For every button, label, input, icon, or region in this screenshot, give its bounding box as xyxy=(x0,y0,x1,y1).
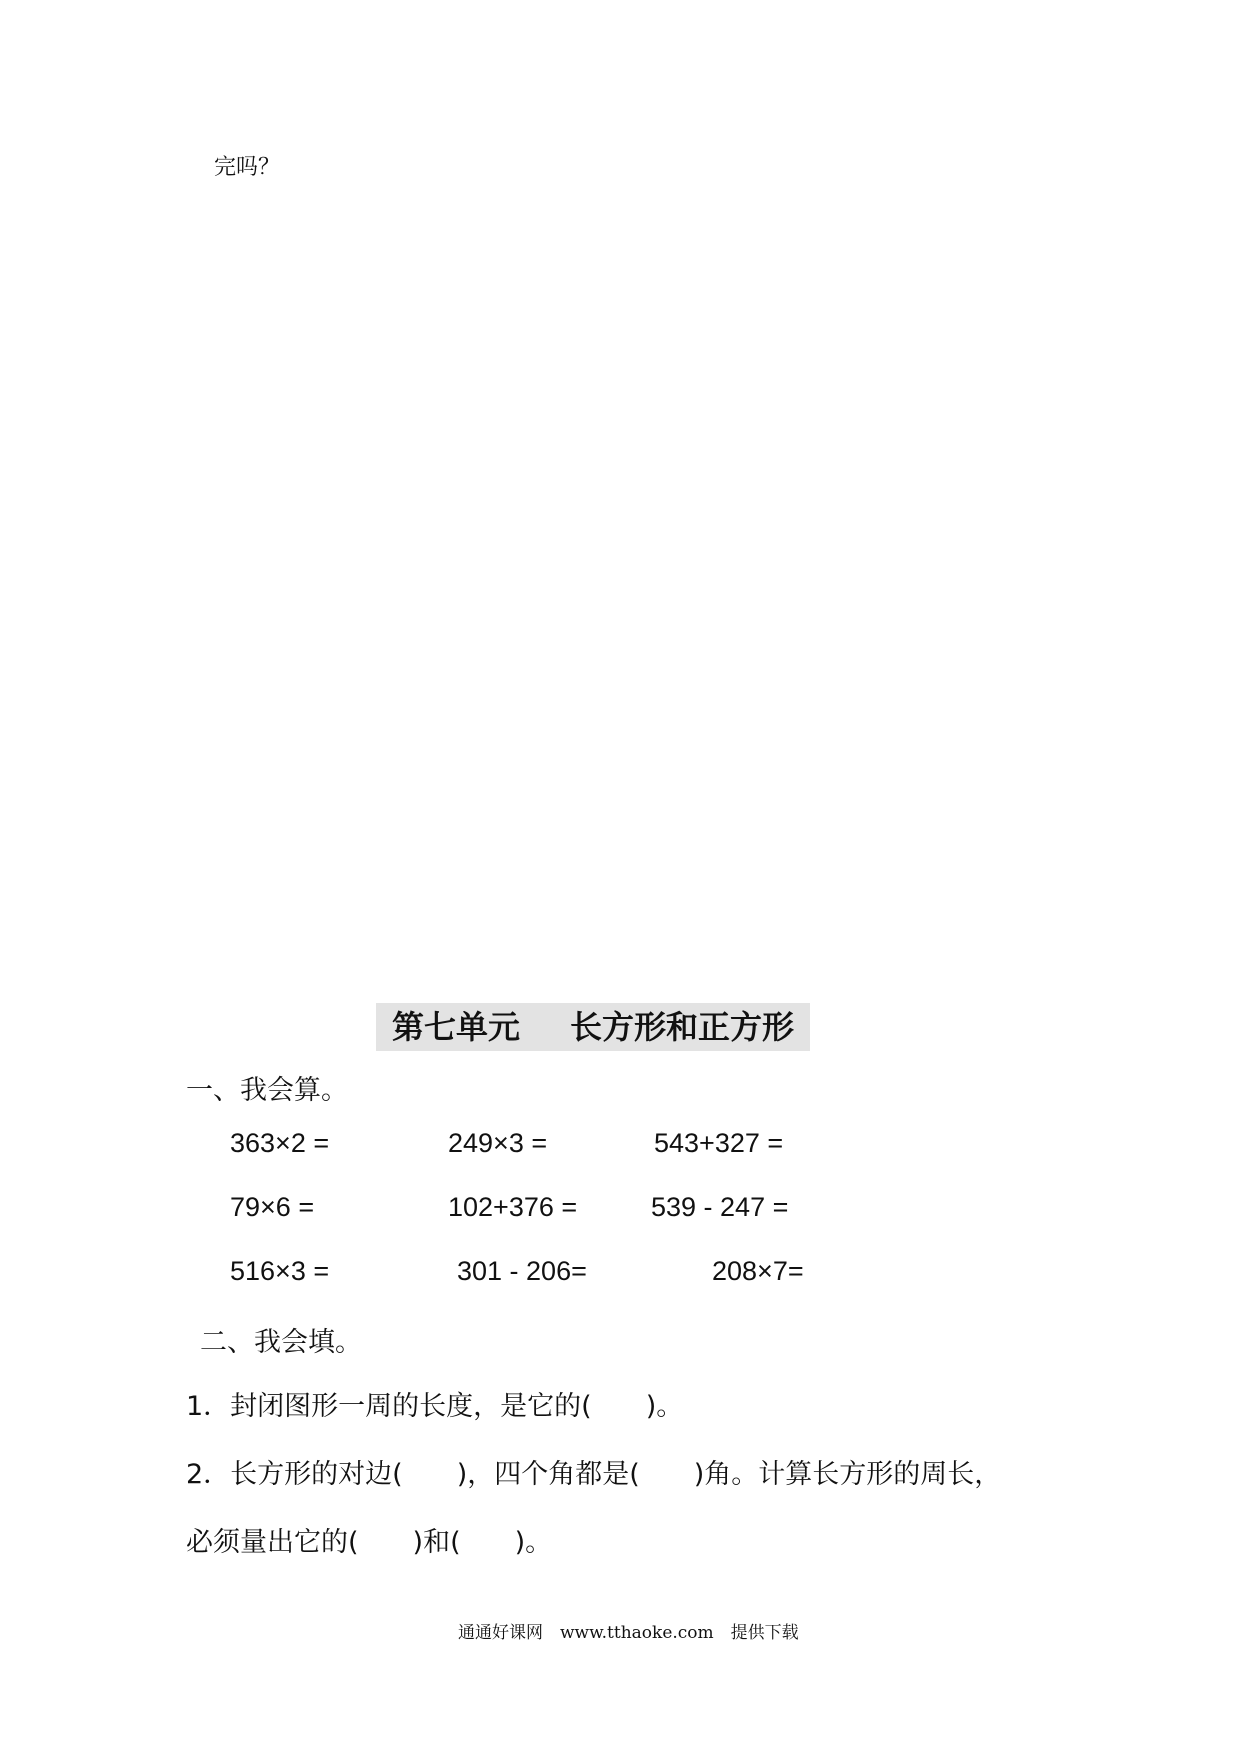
unit-title xyxy=(376,1003,810,1051)
unit-number: 第七单元 xyxy=(392,1008,521,1046)
calc-item: 102+376 = xyxy=(448,1192,578,1222)
calc-item: 516×3 = xyxy=(230,1256,330,1286)
unit-topic: 长方形和正方形 xyxy=(570,1008,795,1046)
top-text-fragment: 完吗？ xyxy=(214,155,281,180)
section1-heading: 一、我会算。 xyxy=(186,1075,348,1106)
fill-question-1: 1．封闭图形一周的长度，是它的( )。 xyxy=(186,1391,684,1422)
calc-item: 363×2 = xyxy=(230,1128,330,1158)
calc-item: 249×3 = xyxy=(448,1128,548,1158)
calc-item: 543+327 = xyxy=(654,1128,784,1158)
calc-item: 208×7= xyxy=(712,1256,804,1286)
calc-item: 79×6 = xyxy=(230,1192,315,1222)
section2-heading: 二、我会填。 xyxy=(200,1327,362,1358)
calc-item: 301 - 206= xyxy=(457,1256,587,1286)
fill-question-2-line2: 必须量出它的( )和( )。 xyxy=(186,1527,553,1558)
calc-item: 539 - 247 = xyxy=(651,1192,789,1222)
page-footer: 通通好课网 www.tthaoke.com 提供下载 xyxy=(458,1623,799,1643)
fill-question-2-line1: 2．长方形的对边( )，四个角都是( )角。计算长方形的周长， xyxy=(186,1459,1002,1490)
